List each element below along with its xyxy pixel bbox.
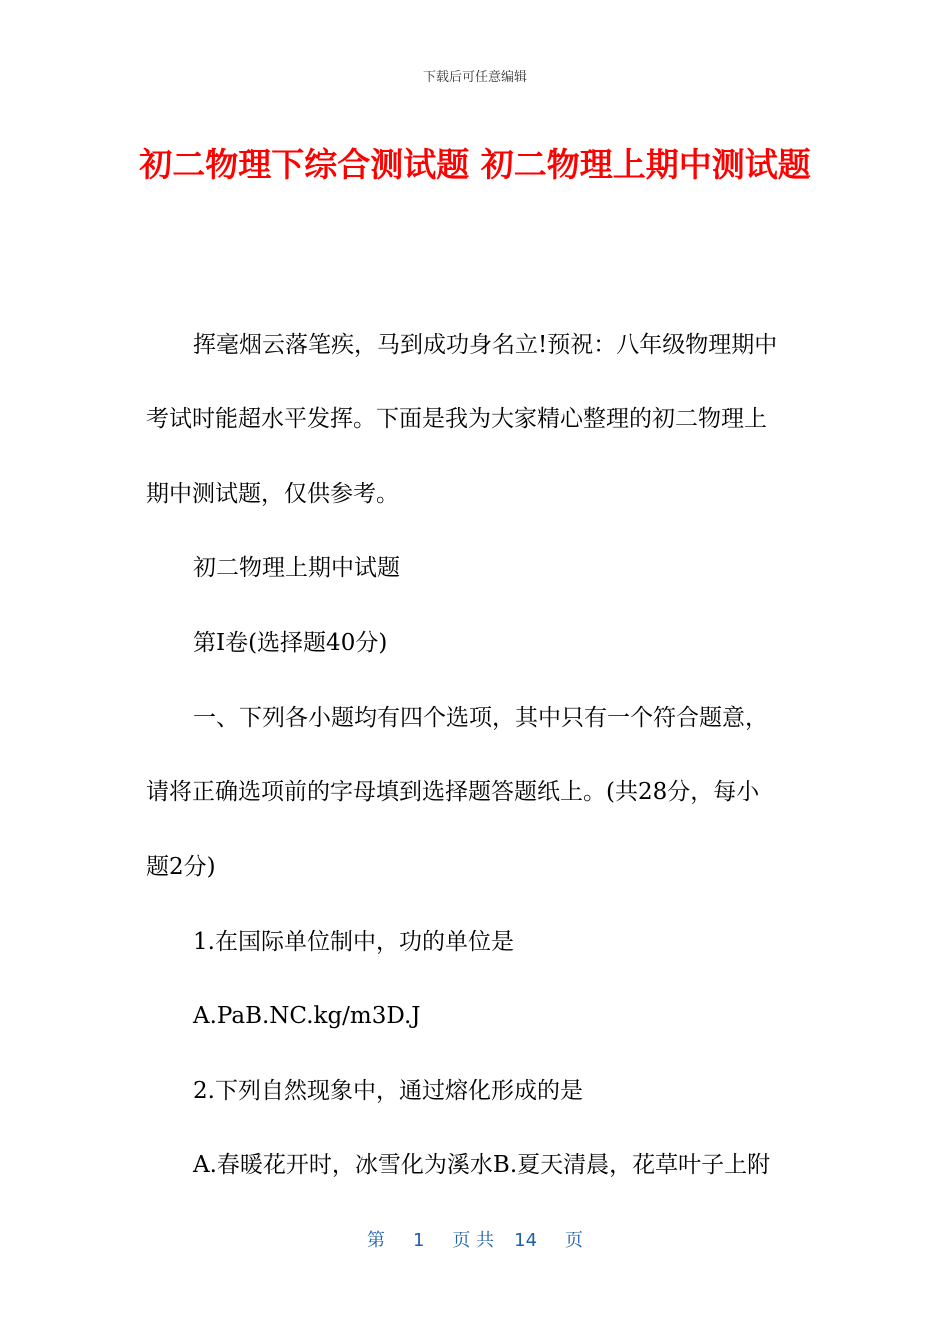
footer-current-page: 1 xyxy=(412,1230,425,1251)
question-line: 1.在国际单位制中，功的单位是 xyxy=(193,929,514,955)
paragraph-line: 挥毫烟云落笔疾，马到成功身名立!预祝：八年级物理期中 xyxy=(193,332,778,358)
page-footer xyxy=(0,1226,950,1252)
paragraph-line: 考试时能超水平发挥。下面是我为大家精心整理的初二物理上 xyxy=(146,406,767,432)
footer-page-suffix: 页 xyxy=(565,1230,584,1251)
footer-page-mid: 页 共 xyxy=(452,1230,495,1251)
question-line: 2.下列自然现象中，通过熔化形成的是 xyxy=(193,1078,583,1104)
answer-options: A.PaB.NC.kg/m3D.J xyxy=(193,1003,421,1029)
instruction-line: 一、下列各小题均有四个选项，其中只有一个符合题意， xyxy=(193,705,768,731)
instruction-line: 请将正确选项前的字母填到选择题答题纸上。(共28分，每小 xyxy=(146,779,760,805)
footer-page-prefix: 第 xyxy=(366,1230,385,1251)
section-heading: 初二物理上期中试题 xyxy=(193,555,400,581)
header-note: 下载后可任意编辑 xyxy=(422,70,527,85)
instruction-line: 题2分) xyxy=(146,854,216,880)
section-subheading: 第Ⅰ卷(选择题40分) xyxy=(193,630,388,656)
answer-options: A.春暖花开时，冰雪化为溪水B.夏天清晨，花草叶子上附 xyxy=(193,1152,771,1178)
paragraph-line: 期中测试题，仅供参考。 xyxy=(146,481,399,507)
document-title: 初二物理下综合测试题 初二物理上期中测试题 xyxy=(139,145,811,184)
footer-total-pages: 14 xyxy=(514,1230,538,1251)
